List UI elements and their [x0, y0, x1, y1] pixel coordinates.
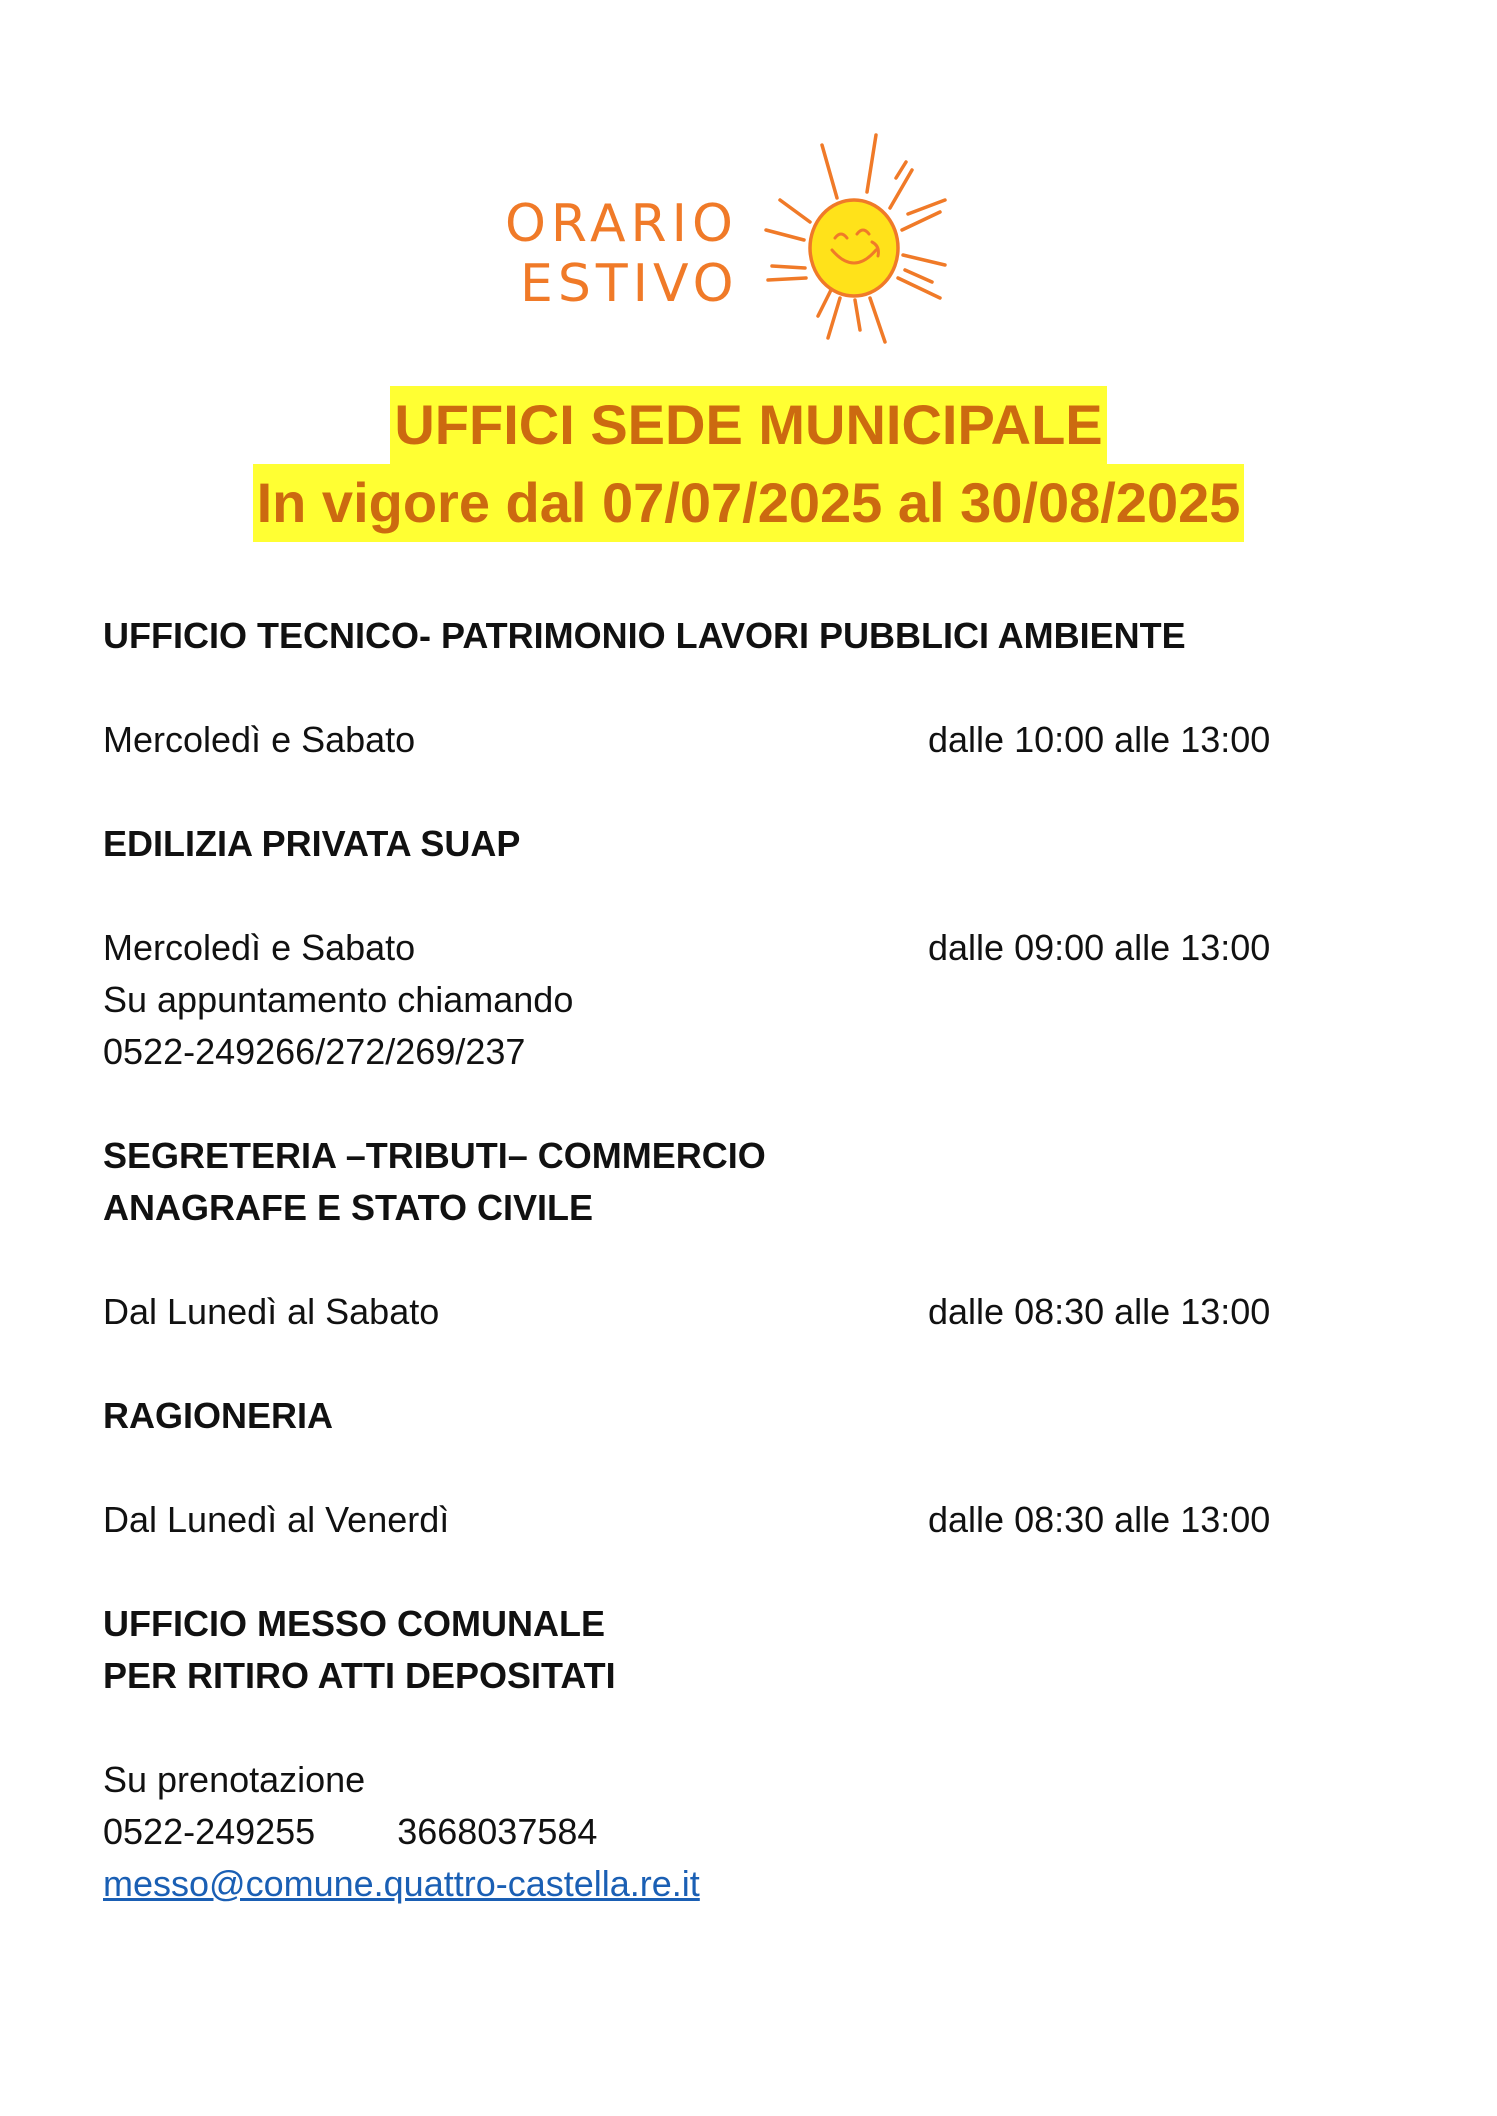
appointment-note: Su appuntamento chiamando: [103, 979, 574, 1020]
validity-period: In vigore dal 07/07/2025 al 30/08/2025: [253, 464, 1245, 542]
logo-text-orario: ORARIO: [505, 194, 738, 254]
header-title-row: [0, 386, 1497, 464]
section-title-line2: ANAGRAFE E STATO CIVILE: [103, 1187, 594, 1228]
section-title-line2: PER RITIRO ATTI DEPOSITATI: [103, 1655, 616, 1696]
section-ufficio-tecnico: [103, 610, 1403, 766]
section-title: SEGRETERIA –TRIBUTI– COMMERCIO: [103, 1135, 766, 1176]
schedule-days: Mercoledì e Sabato: [103, 927, 416, 968]
schedule-hours: dalle 10:00 alle 13:00: [928, 719, 1271, 760]
section-edilizia-privata: [103, 818, 1403, 1078]
schedule-hours: dalle 09:00 alle 13:00: [928, 927, 1271, 968]
section-title: EDILIZIA PRIVATA SUAP: [103, 823, 521, 864]
office-hours-list: [103, 610, 1403, 1910]
section-segreteria: [103, 1130, 1403, 1338]
header-subtitle-row: [0, 464, 1497, 542]
schedule-row: [103, 922, 1403, 974]
section-title: RAGIONERIA: [103, 1395, 334, 1436]
booking-note: Su prenotazione: [103, 1759, 366, 1800]
page-title: UFFICI SEDE MUNICIPALE: [390, 386, 1106, 464]
section-messo-comunale: [103, 1598, 1403, 1910]
schedule-days: Mercoledì e Sabato: [103, 719, 416, 760]
schedule-days: Dal Lunedì al Venerdì: [103, 1499, 450, 1540]
section-title: UFFICIO MESSO COMUNALE: [103, 1603, 605, 1644]
contact-phones: [103, 1806, 1403, 1858]
phone-landline: 0522-249255: [103, 1811, 316, 1852]
schedule-row: [103, 1494, 1403, 1546]
schedule-hours: dalle 08:30 alle 13:00: [928, 1291, 1271, 1332]
schedule-days: Dal Lunedì al Sabato: [103, 1291, 440, 1332]
appointment-phones: 0522-249266/272/269/237: [103, 1031, 526, 1072]
schedule-row: [103, 1286, 1403, 1338]
section-ragioneria: [103, 1390, 1403, 1546]
phone-mobile: 3668037584: [397, 1811, 598, 1852]
logo-text-estivo: ESTIVO: [520, 254, 739, 314]
email-link[interactable]: messo@comune.quattro-castella.re.it: [103, 1863, 700, 1904]
schedule-hours: dalle 08:30 alle 13:00: [928, 1499, 1271, 1540]
section-title: UFFICIO TECNICO- PATRIMONIO LAVORI PUBBLICI AMBIENTE: [103, 615, 1186, 656]
schedule-row: [103, 714, 1403, 766]
